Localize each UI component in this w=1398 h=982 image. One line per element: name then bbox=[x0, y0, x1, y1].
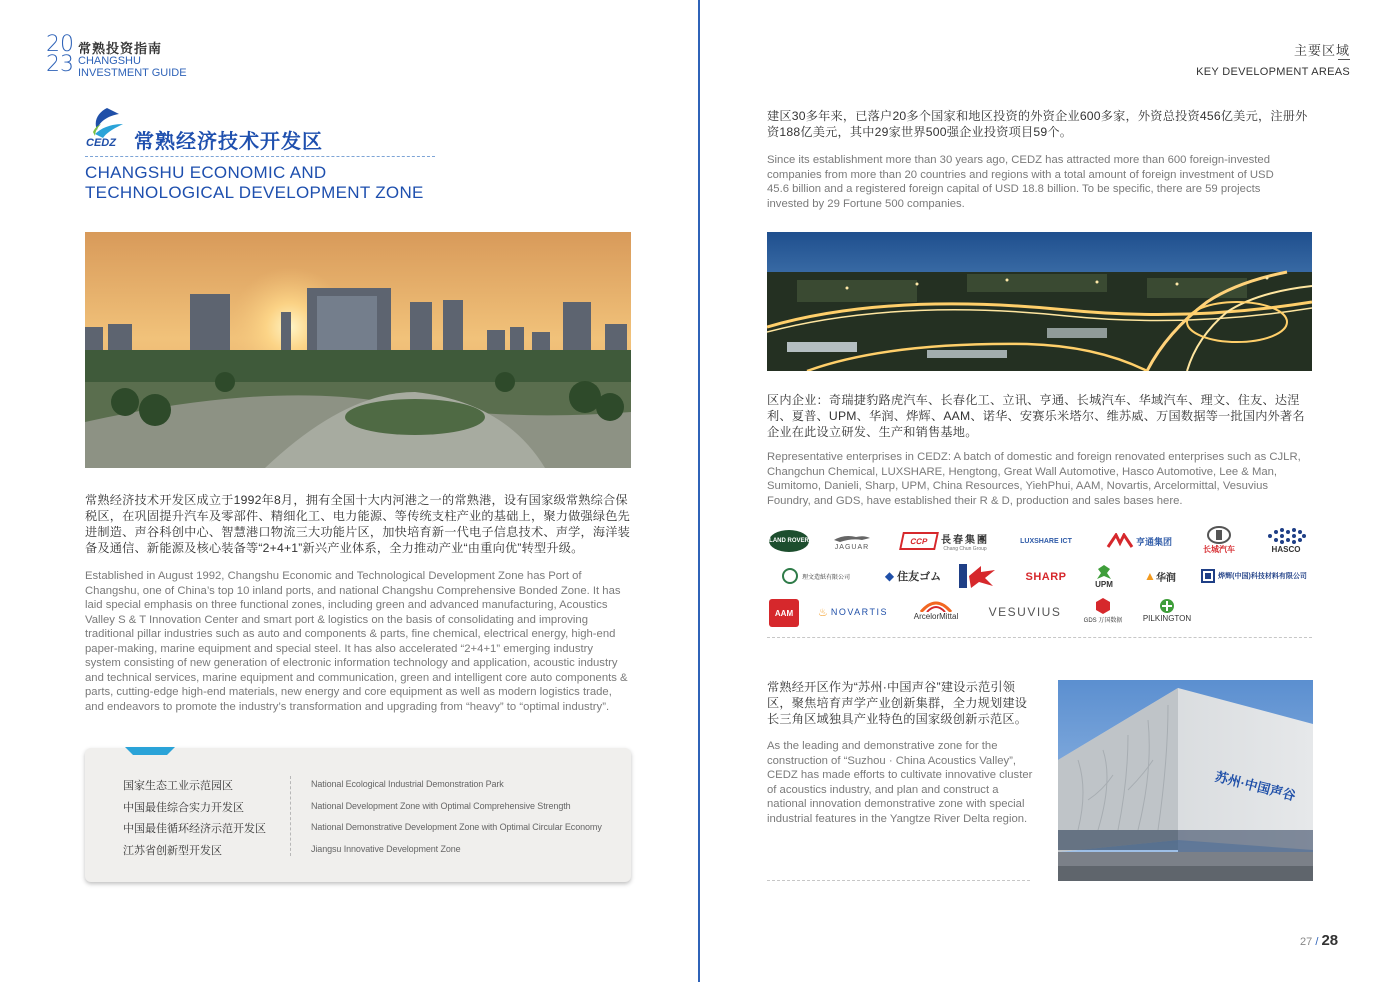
upm-logo-text: UPM bbox=[1095, 579, 1113, 589]
hengtong-mark-icon bbox=[1106, 533, 1134, 549]
hasco-dots-icon bbox=[1264, 527, 1308, 545]
pilkington-logo bbox=[1136, 594, 1198, 626]
honor-en-item: National Ecological Industrial Demonstration Park bbox=[311, 779, 504, 789]
page-number-right: 28 bbox=[1321, 932, 1339, 949]
arcelormittal-logo-text: ArcelorMittal bbox=[913, 611, 959, 621]
honor-cn-item: 中国最佳综合实力开发区 bbox=[123, 801, 244, 814]
land-rover-logo-text: LAND ROVER bbox=[769, 530, 809, 552]
honors-separator bbox=[290, 776, 291, 856]
sumitomo-logo-text: 住友ゴム bbox=[897, 571, 942, 583]
cr-mark-icon: ▲ bbox=[1144, 569, 1156, 583]
honors-cn-list bbox=[123, 777, 266, 863]
acoustic-cn-paragraph: 常熟经开区作为“苏州·中国声谷”建设示范引领区，聚焦培育声学产业创新集群，全力规划建设长三角区域独具产业特色的国家级创新示范区。 bbox=[767, 680, 1028, 726]
logos-divider bbox=[767, 637, 1312, 638]
hasco-logo-text: HASCO bbox=[1271, 544, 1301, 554]
intro-en-paragraph: Established in August 1992, Changshu Economic and Technological Development Zone has Port of Changshu, one of China’s top 10 inland ports, and national Changshu Comprehensive Bonded Zone. It has laid special emphasis on three functional zones, including green and advanced manufacturing, Acoustics Valley S & T Innovation Center and smart port & logistics on the basis of consolidating and improving traditional pillar industries such as auto and components & parts, fine chemical, electrical energy, high-end paper-making, marine equipment and special steel. It has also accelerated “2+4+1” emerging industry system consisting of new generation of electronic information technology and application, acoustic industry and technical services, marine equipment and communication, green and intelligent core auto components & parts, cutting-edge high-end materials, new energy and core equipment as well as modern logistics trade, and endeavors to promote the industry’s transformation and upgrading from “heavy” to “optimal industry”. bbox=[85, 570, 628, 713]
cedz-logo-text: CEDZ bbox=[86, 137, 116, 149]
zone-title-divider bbox=[85, 156, 435, 157]
luxshare-logo bbox=[1008, 530, 1084, 552]
section-title-en: KEY DEVELOPMENT AREAS bbox=[1196, 66, 1350, 78]
page-number-left: 27 bbox=[1300, 936, 1313, 948]
changchun-logo-text: 長春集團 bbox=[941, 534, 989, 546]
honor-cn-item: 江苏省创新型开发区 bbox=[123, 844, 222, 857]
guide-title-en-line2: INVESTMENT GUIDE bbox=[78, 67, 187, 79]
section-title-rule bbox=[1338, 59, 1350, 60]
honors-tab-marker bbox=[125, 747, 175, 757]
arcelormittal-arc-icon bbox=[919, 598, 953, 612]
honor-en-item: Jiangsu Innovative Development Zone bbox=[311, 843, 461, 854]
honors-en-list bbox=[311, 779, 602, 865]
upm-griffin-icon bbox=[1095, 564, 1113, 580]
section-title-cn: 主要区域 bbox=[1293, 43, 1350, 58]
honor-cn-item: 国家生态工业示范园区 bbox=[123, 780, 233, 792]
investment-cn-paragraph: 建区30多年来，已落户20多个国家和地区投资的外资企业600多家，外资总投资456亿美元，注册外资188亿美元，其中29家世界500强企业投资项目59个。 bbox=[767, 109, 1308, 139]
guide-title-en bbox=[78, 55, 187, 79]
danieli-logo bbox=[958, 564, 996, 588]
enterprises-en-paragraph: Representative enterprises in CEDZ: A batch of domestic and foreign renovated enterprises such as CJLR, Changchun Chemical, LUXSHARE, Hengtong, Great Wall Automotive, Hasco Automotive, Lee & Man, Sumitomo, Danieli, Sharp, UPM, China Resources, YiehPhui, AAM, Novartis, Arcelormittal, Vesuvius Foundry, and GDS, have established their R & D, production and sales bases here. bbox=[767, 451, 1301, 507]
novartis-logo bbox=[814, 601, 892, 623]
gds-hex-icon bbox=[1095, 597, 1111, 615]
vesuvius-logo-text: VESUVIUS bbox=[988, 605, 1062, 619]
vesuvius-logo bbox=[982, 601, 1068, 623]
honor-en-item: National Demonstrative Development Zone with Optimal Circular Economy bbox=[311, 822, 602, 832]
novartis-flame-icon: ♨ bbox=[817, 606, 828, 619]
building-sign-text: 苏州·中国声谷 bbox=[1213, 768, 1298, 804]
arcelormittal-logo bbox=[902, 594, 970, 624]
upm-logo bbox=[1090, 561, 1118, 591]
sharp-logo bbox=[1016, 568, 1076, 586]
investment-en-paragraph: Since its establishment more than 30 years ago, CEDZ has attracted more than 600 foreign-invested companies from more than 20 countries and regions with a total amount of foreign investment of USD 45.6 billion and a registered foreign capital of USD 18.8 billion. To be specific, there are 59 projects invested by 29 Fortune 500 companies. bbox=[767, 154, 1274, 210]
luxshare-logo-text: LUXSHARE ICT bbox=[1020, 537, 1072, 545]
page-spine bbox=[698, 0, 700, 982]
aam-logo-text: AAM bbox=[769, 599, 799, 627]
aam-logo bbox=[767, 598, 801, 628]
lee-man-logo-text: 理文造紙有限公司 bbox=[801, 574, 850, 581]
acoustic-en-paragraph: As the leading and demonstrative zone for the construction of “Suzhou · China Acoustics Valley”, CEDZ has made efforts to cultivate innovative cluster of acoustics industry, and plan and construct a national innovation demonstrative zone with special industrial features in the Yangtze River Delta region. bbox=[767, 740, 1033, 825]
year-bottom: 23 bbox=[46, 52, 74, 77]
intro-cn-paragraph: 常熟经济技术开发区成立于1992年8月，拥有全国十大内河港之一的常熟港，设有国家级常熟综合保税区，在巩固提升汽车及零部件、精细化工、电力能源、等传统支柱产业的基础上，聚力做强绿色先进制造、声谷科创中心、智慧港口物流三大功能片区，加快培育新一代电子信息技术、声学，海洋装备及通信、新能源及核心装备等“2+4+1”新兴产业体系，全力推动产业“由重向优”转型升级。 bbox=[85, 493, 631, 555]
night-aerial-photo bbox=[767, 232, 1312, 371]
honor-en-item: National Development Zone with Optimal Comprehensive Strength bbox=[311, 800, 571, 811]
great-wall-logo bbox=[1196, 524, 1242, 556]
enterprises-cn-paragraph: 区内企业：奇瑞捷豹路虎汽车、长春化工、立讯、亨通、长城汽车、华域汽车、理文、住友、达涅利、夏普、UPM、华润、烨辉、AAM、诺华、安赛乐米塔尔、维苏威、万国数据等一批国内外著名企业在此设立研发、生产和销售基地。 bbox=[767, 393, 1305, 439]
great-wall-emblem-icon bbox=[1207, 526, 1231, 544]
zone-title-en-line1: CHANGSHU ECONOMIC AND bbox=[85, 163, 327, 182]
page-number-slash: / bbox=[1315, 936, 1319, 948]
guide-title-cn: 常熟投资指南 bbox=[78, 41, 163, 56]
cr-logo bbox=[1138, 565, 1182, 587]
ccp-logo-text: CCP bbox=[899, 532, 939, 550]
sumitomo-logo bbox=[880, 565, 946, 587]
yieh-phui-mark-icon bbox=[1201, 569, 1215, 583]
pilkington-emblem-icon bbox=[1159, 598, 1175, 614]
sumitomo-diamond-icon: ◆ bbox=[884, 569, 895, 583]
novartis-logo-text: NOVARTIS bbox=[830, 607, 889, 617]
hasco-logo bbox=[1262, 524, 1310, 556]
changchun-logo bbox=[896, 530, 994, 552]
gds-logo-text: GDS 万国数据 bbox=[1083, 617, 1123, 624]
year-top: 20 bbox=[46, 32, 74, 57]
cr-logo-text: 华润 bbox=[1155, 572, 1176, 584]
year-mark bbox=[46, 34, 74, 78]
page-number bbox=[1300, 932, 1338, 949]
city-skyline-photo bbox=[85, 232, 631, 468]
changchun-logo-subtext: Chang Chun Group bbox=[943, 545, 987, 552]
danieli-mark-icon bbox=[959, 564, 995, 588]
sharp-logo-text: SHARP bbox=[1025, 571, 1067, 583]
acoustic-section-rule bbox=[767, 880, 1030, 881]
jaguar-logo bbox=[826, 528, 878, 554]
gds-logo bbox=[1078, 594, 1128, 626]
jaguar-logo-text: JAGUAR bbox=[834, 543, 870, 551]
land-rover-logo bbox=[767, 528, 811, 554]
honor-cn-item: 中国最佳循环经济示范开发区 bbox=[123, 823, 266, 835]
yieh-phui-logo bbox=[1196, 565, 1312, 587]
honors-box bbox=[85, 748, 631, 882]
zone-title-en-line2: TECHNOLOGICAL DEVELOPMENT ZONE bbox=[85, 183, 424, 202]
acoustics-valley-building-photo bbox=[1058, 680, 1313, 881]
lee-man-logo bbox=[767, 565, 865, 587]
jaguar-cat-icon bbox=[832, 532, 872, 544]
hengtong-logo bbox=[1098, 530, 1180, 552]
zone-title-en bbox=[85, 163, 424, 203]
guide-title-en-line1: CHANGSHU bbox=[78, 55, 141, 67]
lee-man-emblem-icon bbox=[782, 568, 798, 584]
yieh-phui-logo-text: 烨辉(中国)科技材料有限公司 bbox=[1218, 573, 1307, 580]
zone-title-cn: 常熟经济技术开发区 bbox=[134, 131, 323, 153]
great-wall-logo-text: 长城汽车 bbox=[1203, 544, 1235, 554]
pilkington-logo-text: PILKINGTON bbox=[1142, 613, 1192, 623]
hengtong-logo-text: 亨通集团 bbox=[1135, 536, 1172, 547]
